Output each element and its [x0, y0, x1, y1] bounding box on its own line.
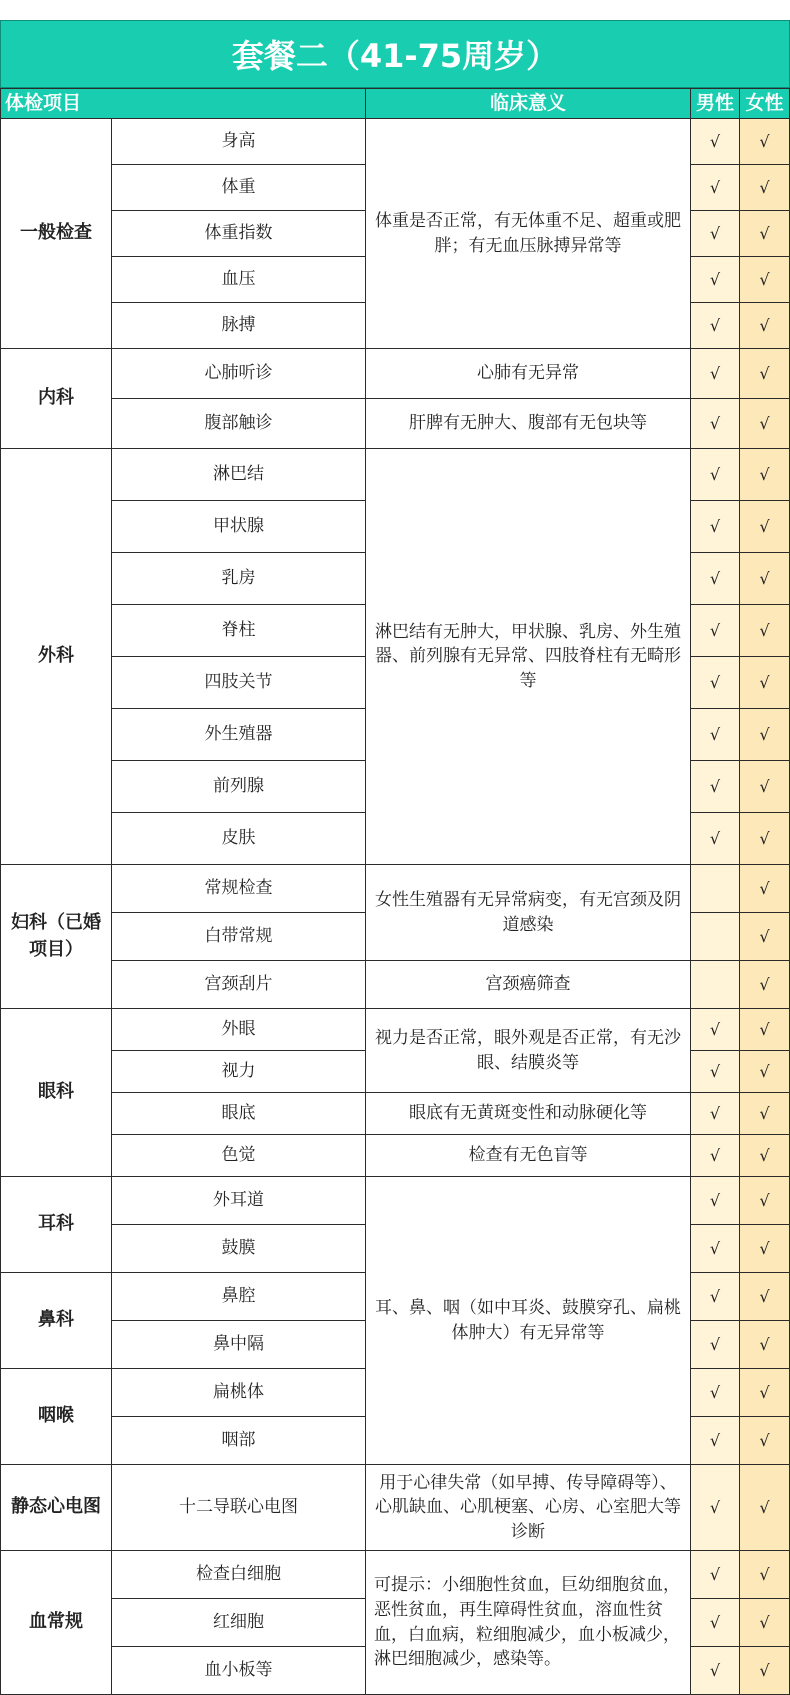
header-item: 体检项目: [1, 89, 366, 119]
female-mark: √: [740, 605, 790, 657]
male-mark: √: [691, 1225, 740, 1273]
male-mark: [691, 961, 740, 1009]
male-mark: √: [691, 119, 740, 165]
item-cell: 脊柱: [112, 605, 366, 657]
item-cell: 鼻腔: [112, 1273, 366, 1321]
category-cell: 耳科: [1, 1177, 112, 1273]
item-cell: 甲状腺: [112, 501, 366, 553]
item-cell: 体重: [112, 165, 366, 211]
item-cell: 白带常规: [112, 913, 366, 961]
item-cell: 色觉: [112, 1135, 366, 1177]
female-mark: √: [740, 761, 790, 813]
table-row: [1, 119, 790, 165]
male-mark: √: [691, 1551, 740, 1599]
table-row: [1, 399, 790, 449]
female-mark: √: [740, 501, 790, 553]
female-mark: √: [740, 1093, 790, 1135]
meaning-cell: 女性生殖器有无异常病变，有无宫颈及阴道感染: [366, 865, 691, 961]
female-mark: √: [740, 165, 790, 211]
male-mark: √: [691, 1177, 740, 1225]
male-mark: √: [691, 1599, 740, 1647]
male-mark: √: [691, 257, 740, 303]
female-mark: √: [740, 813, 790, 865]
item-cell: 常规检查: [112, 865, 366, 913]
table-row: [1, 1135, 790, 1177]
table-row: [1, 1093, 790, 1135]
meaning-cell: 眼底有无黄斑变性和动脉硬化等: [366, 1093, 691, 1135]
male-mark: √: [691, 761, 740, 813]
meaning-cell: 肝脾有无肿大、腹部有无包块等: [366, 399, 691, 449]
item-cell: 体重指数: [112, 211, 366, 257]
meaning-cell: 可提示：小细胞性贫血，巨幼细胞贫血，恶性贫血，再生障碍性贫血，溶血性贫血，白血病，粒细胞减少，血小板减少，淋巴细胞减少，感染等。: [366, 1551, 691, 1695]
item-cell: 前列腺: [112, 761, 366, 813]
item-cell: 脉搏: [112, 303, 366, 349]
female-mark: √: [740, 1177, 790, 1225]
category-cell: 咽喉: [1, 1369, 112, 1465]
item-cell: 眼底: [112, 1093, 366, 1135]
item-cell: 检查白细胞: [112, 1551, 366, 1599]
item-cell: 鼓膜: [112, 1225, 366, 1273]
female-mark: √: [740, 349, 790, 399]
female-mark: √: [740, 1551, 790, 1599]
male-mark: √: [691, 1009, 740, 1051]
male-mark: √: [691, 605, 740, 657]
item-cell: 咽部: [112, 1417, 366, 1465]
female-mark: √: [740, 961, 790, 1009]
meaning-cell: 宫颈癌筛查: [366, 961, 691, 1009]
male-mark: √: [691, 1135, 740, 1177]
male-mark: √: [691, 813, 740, 865]
female-mark: √: [740, 399, 790, 449]
table-row: [1, 449, 790, 501]
table-row: [1, 1009, 790, 1051]
item-cell: 血小板等: [112, 1647, 366, 1695]
female-mark: √: [740, 449, 790, 501]
male-mark: √: [691, 399, 740, 449]
item-cell: 外眼: [112, 1009, 366, 1051]
male-mark: √: [691, 1273, 740, 1321]
female-mark: √: [740, 865, 790, 913]
male-mark: [691, 865, 740, 913]
item-cell: 皮肤: [112, 813, 366, 865]
item-cell: 视力: [112, 1051, 366, 1093]
category-cell: 血常规: [1, 1551, 112, 1695]
female-mark: √: [740, 1647, 790, 1695]
female-mark: √: [740, 1051, 790, 1093]
male-mark: √: [691, 1465, 740, 1551]
female-mark: √: [740, 553, 790, 605]
male-mark: √: [691, 709, 740, 761]
item-cell: 心肺听诊: [112, 349, 366, 399]
female-mark: √: [740, 1225, 790, 1273]
category-cell: 静态心电图: [1, 1465, 112, 1551]
male-mark: √: [691, 1647, 740, 1695]
meaning-cell: 耳、鼻、咽（如中耳炎、鼓膜穿孔、扁桃体肿大）有无异常等: [366, 1177, 691, 1465]
item-cell: 乳房: [112, 553, 366, 605]
female-mark: √: [740, 1599, 790, 1647]
male-mark: √: [691, 349, 740, 399]
male-mark: √: [691, 553, 740, 605]
item-cell: 外生殖器: [112, 709, 366, 761]
item-cell: 红细胞: [112, 1599, 366, 1647]
item-cell: 淋巴结: [112, 449, 366, 501]
item-cell: 宫颈刮片: [112, 961, 366, 1009]
item-cell: 扁桃体: [112, 1369, 366, 1417]
female-mark: √: [740, 119, 790, 165]
female-mark: √: [740, 1321, 790, 1369]
item-cell: 腹部触诊: [112, 399, 366, 449]
item-cell: 外耳道: [112, 1177, 366, 1225]
female-mark: √: [740, 1417, 790, 1465]
meaning-cell: 心肺有无异常: [366, 349, 691, 399]
male-mark: √: [691, 1051, 740, 1093]
table-row: [1, 1551, 790, 1599]
category-cell: 妇科（已婚项目）: [1, 865, 112, 1009]
item-cell: 身高: [112, 119, 366, 165]
male-mark: √: [691, 1369, 740, 1417]
page-title: 套餐二（41-75周岁）: [0, 20, 790, 88]
header-female: 女性: [740, 89, 790, 119]
category-cell: 鼻科: [1, 1273, 112, 1369]
header-male: 男性: [691, 89, 740, 119]
female-mark: √: [740, 1009, 790, 1051]
female-mark: √: [740, 303, 790, 349]
exam-table: [0, 88, 790, 1695]
female-mark: √: [740, 709, 790, 761]
male-mark: √: [691, 211, 740, 257]
male-mark: √: [691, 449, 740, 501]
male-mark: √: [691, 165, 740, 211]
header-row: [1, 89, 790, 119]
male-mark: [691, 913, 740, 961]
table-row: [1, 961, 790, 1009]
female-mark: √: [740, 1135, 790, 1177]
meaning-cell: 视力是否正常，眼外观是否正常，有无沙眼、结膜炎等: [366, 1009, 691, 1093]
female-mark: √: [740, 1273, 790, 1321]
meaning-cell: 体重是否正常，有无体重不足、超重或肥胖；有无血压脉搏异常等: [366, 119, 691, 349]
table-row: [1, 349, 790, 399]
category-cell: 内科: [1, 349, 112, 449]
male-mark: √: [691, 1417, 740, 1465]
male-mark: √: [691, 303, 740, 349]
meaning-cell: 淋巴结有无肿大，甲状腺、乳房、外生殖器、前列腺有无异常、四肢脊柱有无畸形等: [366, 449, 691, 865]
item-cell: 四肢关节: [112, 657, 366, 709]
meaning-cell: 用于心律失常（如早搏、传导障碍等）、心肌缺血、心肌梗塞、心房、心室肥大等诊断: [366, 1465, 691, 1551]
female-mark: √: [740, 211, 790, 257]
table-row: [1, 1465, 790, 1551]
female-mark: √: [740, 257, 790, 303]
item-cell: 十二导联心电图: [112, 1465, 366, 1551]
table-row: [1, 865, 790, 913]
item-cell: 血压: [112, 257, 366, 303]
female-mark: √: [740, 657, 790, 709]
item-cell: 鼻中隔: [112, 1321, 366, 1369]
male-mark: √: [691, 501, 740, 553]
male-mark: √: [691, 1093, 740, 1135]
category-cell: 外科: [1, 449, 112, 865]
female-mark: √: [740, 913, 790, 961]
category-cell: 眼科: [1, 1009, 112, 1177]
male-mark: √: [691, 657, 740, 709]
category-cell: 一般检查: [1, 119, 112, 349]
female-mark: √: [740, 1465, 790, 1551]
female-mark: √: [740, 1369, 790, 1417]
table-row: [1, 1177, 790, 1225]
header-meaning: 临床意义: [366, 89, 691, 119]
male-mark: √: [691, 1321, 740, 1369]
meaning-cell: 检查有无色盲等: [366, 1135, 691, 1177]
